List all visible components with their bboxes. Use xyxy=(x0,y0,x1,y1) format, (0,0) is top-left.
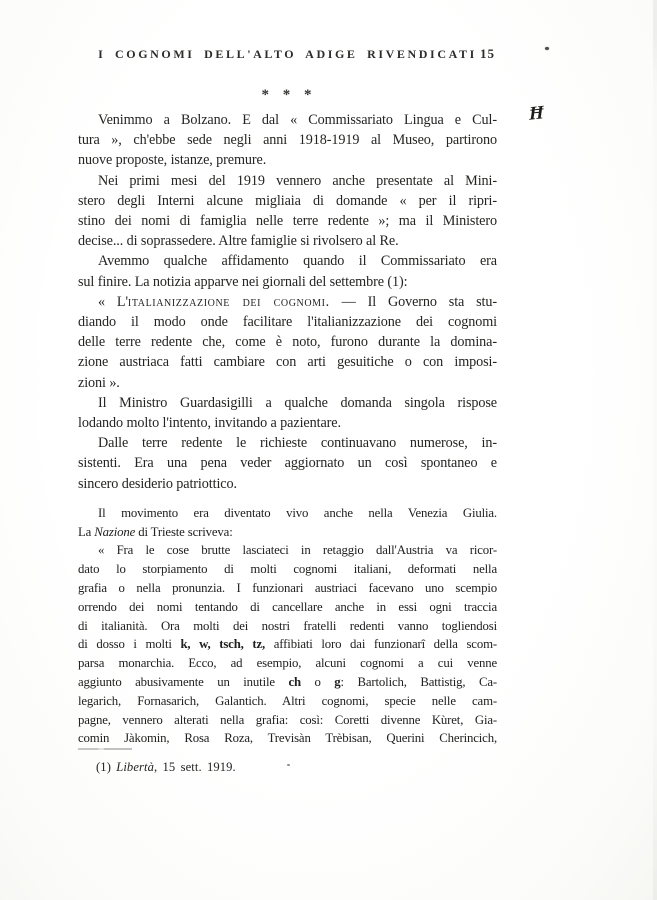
text-segment: di dosso i molti xyxy=(78,637,181,652)
text-segment: k, w, tsch, tz, xyxy=(180,637,266,652)
text-line: diando il modo onde facilitare l'italianizzazione dei cognomi xyxy=(78,314,497,331)
paragraph xyxy=(78,504,497,542)
pencil-annotation-mark: Ħ xyxy=(528,102,545,125)
ink-speck xyxy=(287,764,290,766)
ink-dot-mark xyxy=(545,47,549,50)
running-header xyxy=(78,47,497,62)
page-title: I COGNOMI DELL'ALTO ADIGE RIVENDICATI xyxy=(98,47,477,61)
page-number: 15 xyxy=(480,46,495,61)
text-line: comin Jàkomin, Rosa Roza, Trevisàn Trèbisan, Querini Cherincich, xyxy=(78,731,497,746)
paragraph xyxy=(78,393,497,433)
text-line: sistenti. Era una pena veder aggiornato un così spontaneo e xyxy=(78,455,497,472)
text-line: delle terre redente che, come è noto, furono durante la domina- xyxy=(78,334,497,351)
text-line: sincero desiderio patriottico. xyxy=(78,475,237,492)
paragraph xyxy=(78,292,497,393)
text-line: tura », ch'ebbe sede negli anni 1918-1919 al Museo, partirono xyxy=(78,132,497,149)
text-line: di italianità. Ora molti dei nostri fratelli redenti vanno togliendosi xyxy=(78,618,497,633)
text-line: pagne, vennero alterati nella grafia: così: Coretti divenne Kùret, Gia- xyxy=(78,712,497,727)
footnote xyxy=(96,760,496,775)
text-line xyxy=(78,635,497,654)
text-line: dato lo storpiamento di molti cognomi italiani, deformati nella xyxy=(78,562,497,577)
text-line: lodando molto l'intento, invitando a pazientare. xyxy=(78,415,341,432)
text-line: stino dei nomi di famiglia nelle terre redente »; ma il Ministero xyxy=(78,213,497,230)
text-line: grafia o nella pronunzia. I funzionari austriaci facevano uno scempio xyxy=(78,581,497,596)
text-line: Venimmo a Bolzano. E dal « Commissariato Lingua e Cul- xyxy=(98,112,497,128)
text-line: Nei primi mesi del 1919 vennero anche presentate al Mini- xyxy=(98,172,497,189)
text-line: legarich, Fornasarich, Galantich. Altri cognomi, specie nelle cam- xyxy=(78,693,497,708)
text-segment: affibiati loro dai funzionarî della scom- xyxy=(265,637,497,652)
text-line: zioni ». xyxy=(78,374,120,391)
text-segment: di Trieste scriveva: xyxy=(135,524,233,539)
scan-edge-shade xyxy=(653,0,657,900)
text-segment: Libertà xyxy=(116,760,155,774)
paragraph xyxy=(78,110,497,171)
text-segment: « L' xyxy=(98,293,128,310)
text-line: parsa monarchia. Ecco, ad esempio, alcuni cognomi a cui venne xyxy=(78,656,497,671)
text-line: « Fra le cose brutte lasciateci in retaggio dall'Austria va ricor- xyxy=(98,543,497,558)
text-line xyxy=(78,523,497,542)
text-segment: Nazione xyxy=(94,524,136,539)
footnote-rule xyxy=(78,748,132,750)
text-segment: (1) xyxy=(96,760,117,774)
text-segment: — Il Governo sta stu- xyxy=(329,293,498,310)
text-line: decise... di soprassedere. Altre famiglie si rivolsero al Re. xyxy=(78,233,399,250)
text-line: sul finire. La notizia apparve nei giornali del settembre (1): xyxy=(78,273,408,290)
text-segment: ch xyxy=(288,675,301,690)
text-segment: g xyxy=(334,675,341,690)
section-divider: * * * xyxy=(261,87,314,103)
paragraph xyxy=(78,251,497,291)
text-line: zione austriaca fatti cambiare con arti gesuitiche o con imposi- xyxy=(78,354,497,371)
text-line: orrendo dei nomi tentando di cancellare anche in essi ogni traccia xyxy=(78,599,497,614)
paragraph xyxy=(78,541,497,748)
text-line: Il movimento era diventato vivo anche nella Venezia Giulia. xyxy=(98,505,497,520)
paragraph xyxy=(78,171,497,252)
text-line xyxy=(78,292,497,312)
paragraph xyxy=(78,433,497,494)
text-segment: o xyxy=(300,675,335,690)
text-segment: : Bartolich, Battistig, Ca- xyxy=(340,675,497,690)
text-segment: italianizzazione dei cognomi. xyxy=(127,293,330,310)
text-segment: aggiunto abusivamente un inutile xyxy=(78,675,289,690)
text-line: Dalle terre redente le richieste continuavano numerose, in- xyxy=(98,435,497,452)
text-line: Il Ministro Guardasigilli a qualche domanda singola rispose xyxy=(98,394,497,411)
text-line: stero degli Interni alcune migliaia di domande « per il ripri- xyxy=(78,192,497,209)
text-block xyxy=(78,110,497,748)
text-segment: La xyxy=(78,524,95,539)
text-line xyxy=(78,673,497,692)
text-line: Avemmo qualche affidamento quando il Commissariato era xyxy=(98,253,497,270)
text-segment: , 15 sett. 1919. xyxy=(154,760,236,774)
text-line: nuove proposte, istanze, premure. xyxy=(78,152,267,169)
